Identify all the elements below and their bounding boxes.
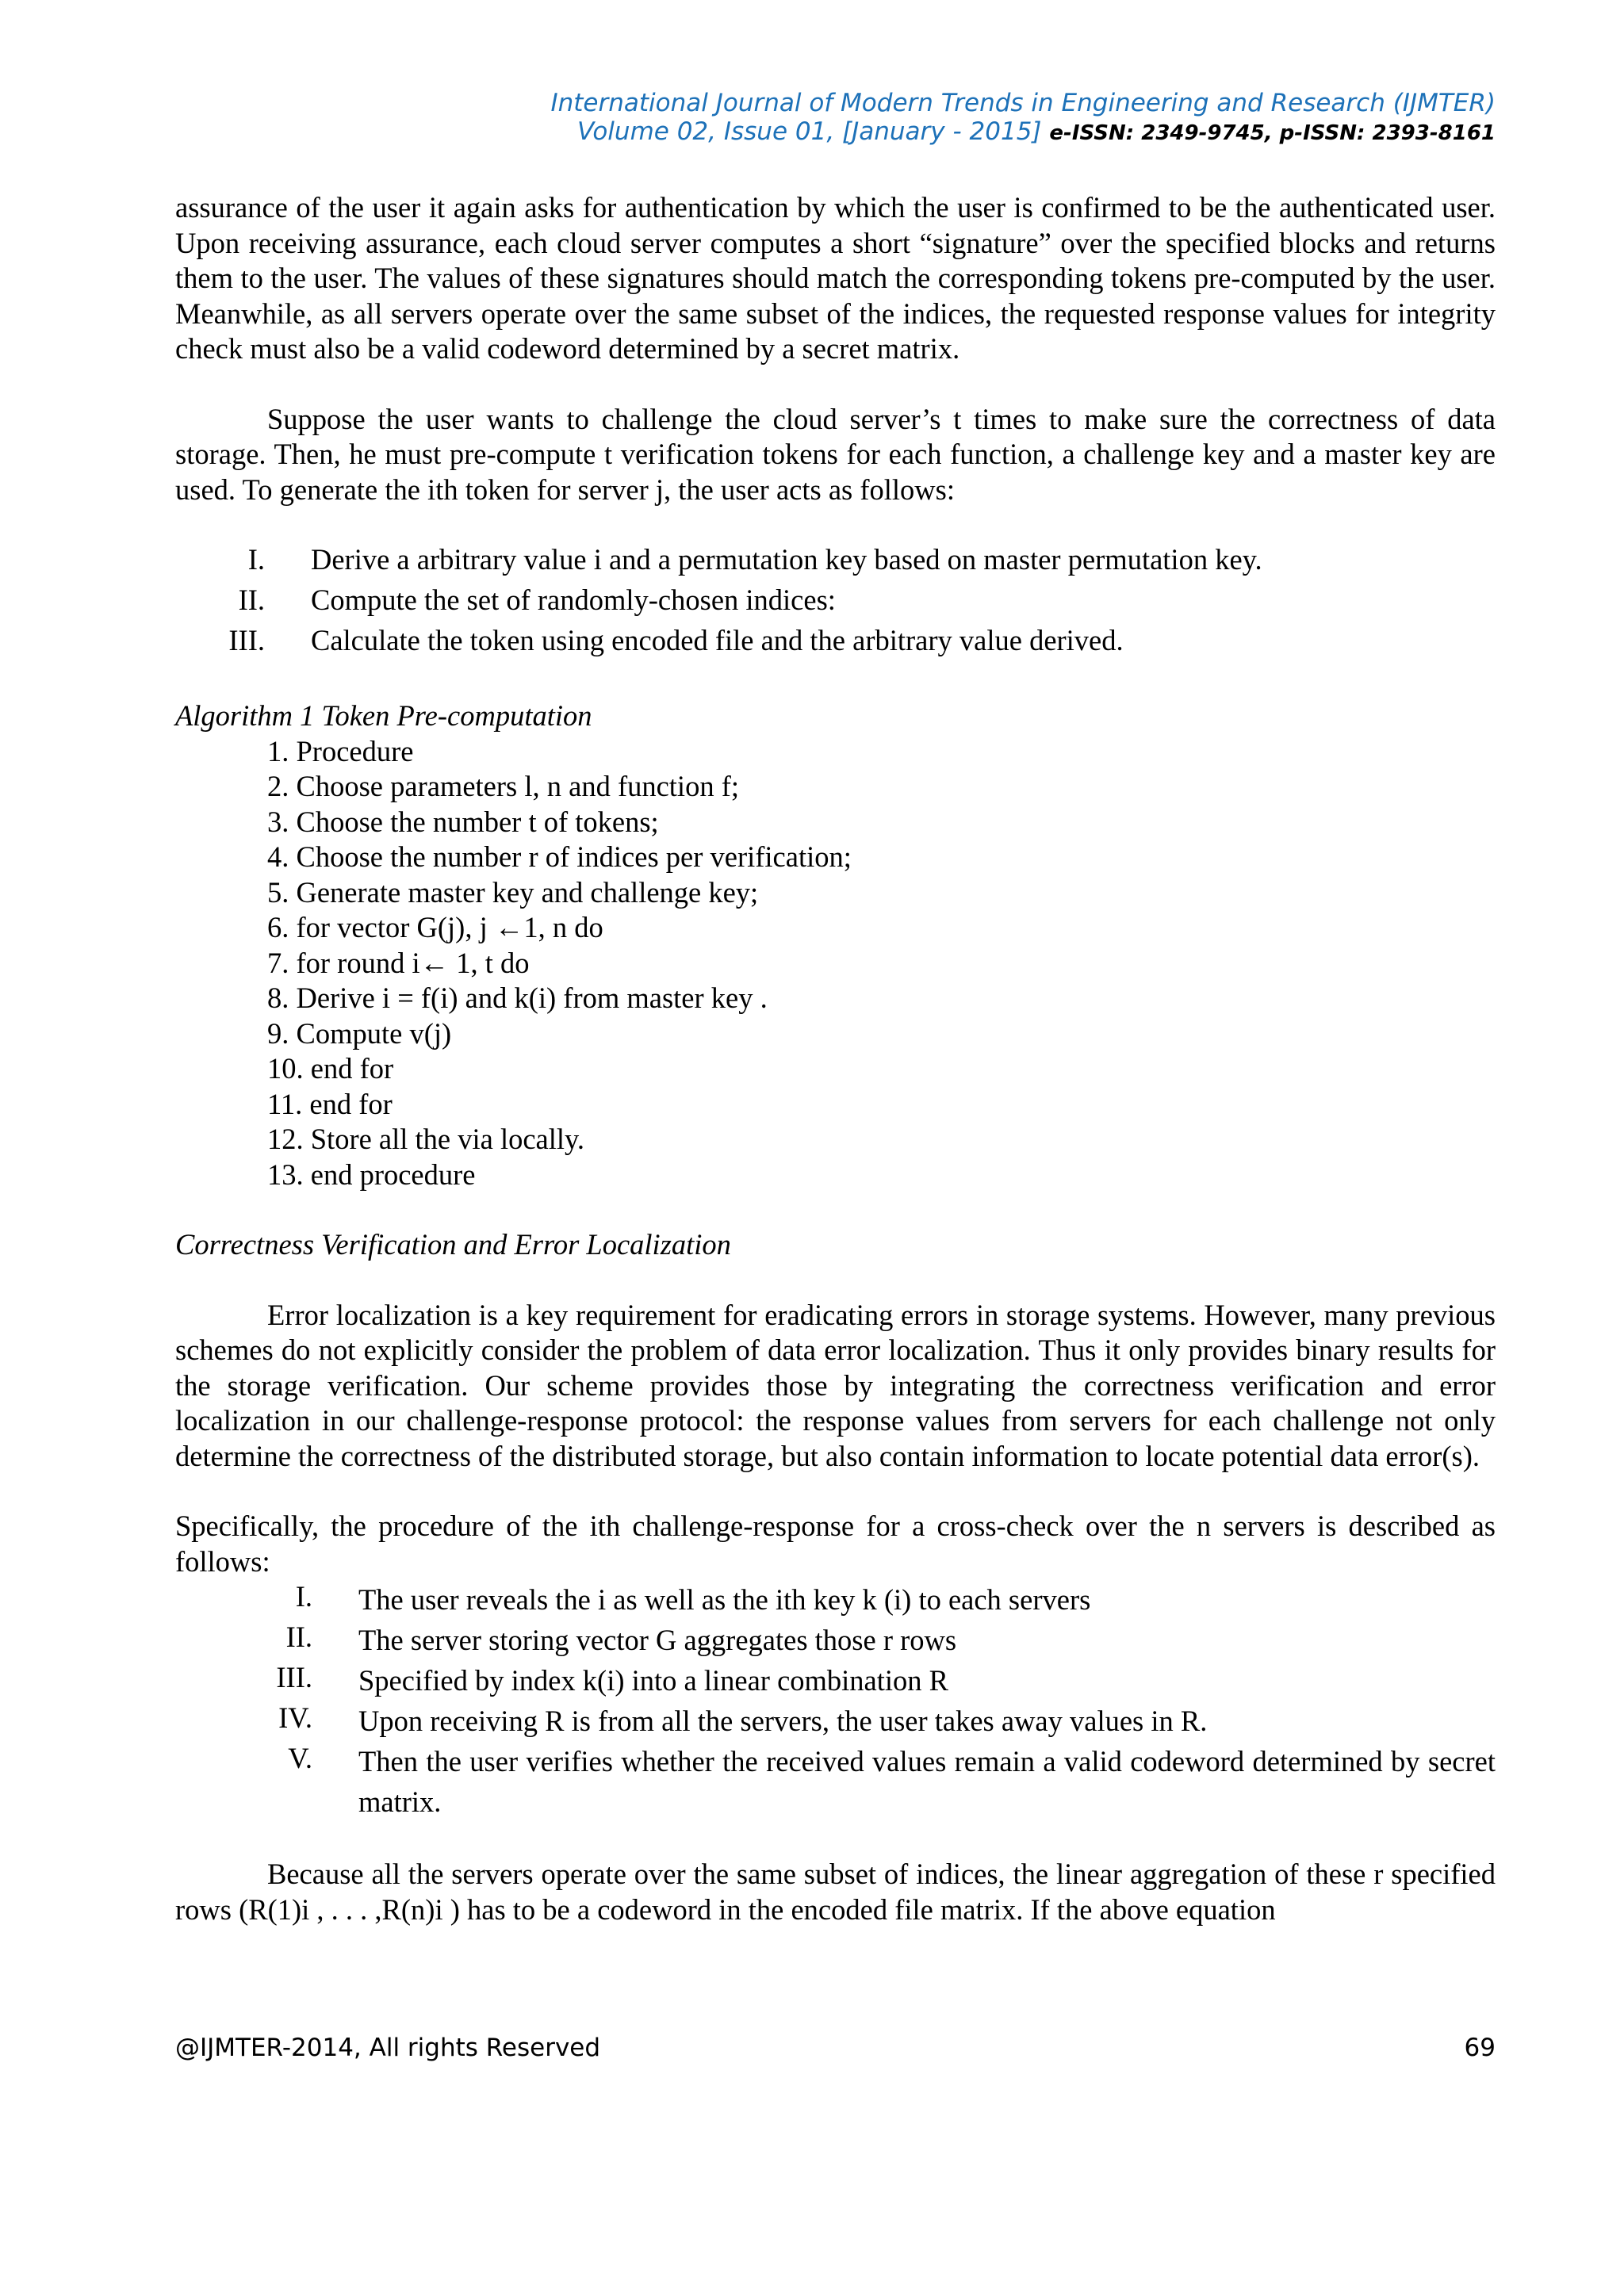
paragraph-aggregation: Because all the servers operate over the same subset of indices, the linear aggregation of these r specified rows (R(1)i , . . . ,R(n)i ) has to be a codeword in the encoded file matrix. If the above equation — [175, 1858, 1496, 1926]
algorithm-step: 3. Choose the number t of tokens; — [267, 805, 659, 838]
list-item — [175, 583, 1496, 623]
algorithm-step: 7. for round i← 1, t do — [267, 946, 530, 979]
algorithm-step: 13. end procedure — [267, 1158, 476, 1191]
paragraph-procedure: Specifically, the procedure of the ith challenge-response for a cross-check over the n servers is described as follows: — [175, 1510, 1496, 1578]
list-item — [175, 1741, 1496, 1822]
page-body — [175, 190, 1496, 1927]
challenge-response-list — [175, 1579, 1496, 1822]
list-item-text: Calculate the token using encoded file and the arbitrary value derived. — [311, 624, 1124, 656]
algorithm-step: 1. Procedure — [267, 734, 414, 767]
page-number: 69 — [1464, 2034, 1496, 2062]
algorithm-title: Algorithm 1 Token Pre-computation — [175, 699, 592, 732]
list-item-text: Upon receiving R is from all the servers, the user takes away values in R. — [358, 1705, 1208, 1737]
algorithm-step: 12. Store all the via locally. — [267, 1123, 585, 1155]
list-item-number: III. — [276, 1661, 312, 1693]
algorithm-step: 5. Generate master key and challenge key; — [267, 875, 759, 909]
list-item — [175, 1660, 1496, 1701]
algorithm-step: 10. end for — [267, 1052, 394, 1085]
list-item-number: I. — [247, 543, 265, 576]
list-item-text: The user reveals the i as well as the ith key k (i) to each servers — [358, 1583, 1091, 1616]
list-item — [175, 623, 1496, 664]
journal-issn: e-ISSN: 2349-9745, p-ISSN: 2393-8161 — [1049, 121, 1496, 145]
list-item-text: Then the user verifies whether the received values remain a valid codeword determined by secret matrix. — [358, 1745, 1496, 1818]
list-item-text: Derive a arbitrary value i and a permutation key based on master permutation key. — [311, 543, 1262, 576]
token-steps-list — [175, 542, 1496, 664]
list-item — [175, 1701, 1496, 1741]
section-title: Correctness Verification and Error Localization — [175, 1228, 731, 1261]
algorithm-step: 2. Choose parameters l, n and function f; — [267, 770, 739, 802]
list-item-text: The server storing vector G aggregates those r rows — [358, 1624, 957, 1656]
list-item — [175, 542, 1496, 583]
algorithm-step: 8. Derive i = f(i) and k(i) from master key . — [267, 982, 768, 1014]
list-item-number: III. — [228, 624, 265, 656]
list-item-number: V. — [288, 1742, 312, 1774]
list-item-number: II. — [238, 584, 265, 616]
algorithm-step: 4. Choose the number r of indices per verification; — [267, 840, 852, 873]
list-item-text: Compute the set of randomly-chosen indices: — [311, 584, 836, 616]
algorithm-step: 6. for vector G(j), j ←1, n do — [267, 911, 603, 943]
algorithm-step: 9. Compute v(j) — [267, 1016, 452, 1050]
list-item-number: IV. — [278, 1701, 312, 1734]
list-item-number: II. — [285, 1621, 312, 1653]
paragraph-error-localization: Error localization is a key requirement for eradicating errors in storage systems. However, many previous schemes do not explicitly consider the problem of data error localization. Thus it only provides binary results for the storage verification. Our scheme provides those by integrating the correctness verification and error localization in our challenge-response protocol: the response values from servers for each challenge not only determine the correctness of the distributed storage, but also contain information to locate potential data error(s). — [175, 1298, 1496, 1472]
journal-title: International Journal of Modern Trends in Engineering and Research (IJMTER) — [550, 89, 1496, 117]
list-item — [175, 1579, 1496, 1620]
paragraph-assurance: assurance of the user it again asks for authentication by which the user is confirmed to be the authenticated user. Upon receiving assurance, each cloud server computes a short “signature” over the specified blocks and returns them to the user. The values of these signatures should match the corresponding tokens pre-computed by the user. Meanwhile, as all servers operate over the same subset of the indices, the requested response values for integrity check must also be a valid codeword determined by a secret matrix. — [175, 191, 1496, 365]
list-item-text: Specified by index k(i) into a linear combination R — [358, 1664, 949, 1697]
journal-header — [550, 89, 1496, 147]
algorithm-steps — [267, 734, 1496, 1193]
list-item-number: I. — [295, 1580, 312, 1613]
copyright-notice: @IJMTER-2014, All rights Reserved — [175, 2034, 601, 2062]
list-item — [175, 1620, 1496, 1660]
page-footer — [175, 2034, 1496, 2062]
algorithm-step: 11. end for — [267, 1087, 393, 1120]
journal-volume: Volume 02, Issue 01, [January - 2015] — [576, 117, 1042, 146]
paragraph-challenge: Suppose the user wants to challenge the cloud server’s t times to make sure the correctness of data storage. Then, he must pre-compute t verification tokens for each function, a challenge key and a master key are used. To generate the ith token for server j, the user acts as follows: — [175, 402, 1496, 506]
journal-issue-line — [550, 117, 1496, 147]
